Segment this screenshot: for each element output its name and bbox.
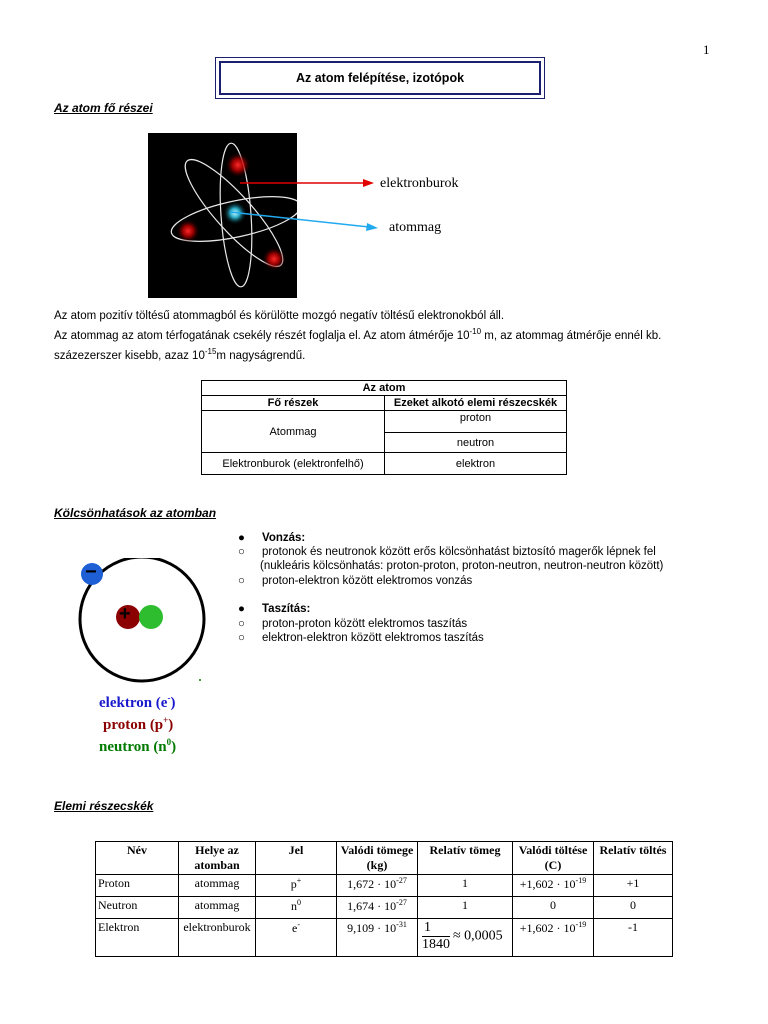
table-row: Elektron elektronburok e- $9,109 \cdot 10^{-31}$ $\frac{1}{1840}$ ≈ 0,0005 $+1,602 \cdot 10^{-19}$ -1 (96, 919, 673, 957)
para-line-3: százezerszer kisebb, azaz $10^{-15}m$ nagyságrendű. (54, 346, 306, 362)
page-title: Az atom felépítése, izotópok (219, 61, 541, 95)
atom-parts-table (201, 380, 567, 475)
circle-bullet-icon: ○ (238, 546, 245, 558)
table-header: Jel (256, 842, 337, 875)
section-heading-interactions: Kölcsönhatások az atomban (54, 506, 217, 520)
interaction-list (238, 532, 698, 652)
list-item: protonok és neutronok között erős kölcsönhatást biztosító magerők lépnek fel (262, 546, 656, 558)
label-arrows (230, 170, 380, 240)
table-header: Név (96, 842, 179, 875)
neutron-dot (139, 605, 163, 629)
label-nucleus: atommag (389, 220, 442, 235)
table-header: Valódi tömege (kg) (337, 842, 418, 875)
electron-glow (176, 219, 200, 243)
table-cell: Atommag (202, 411, 385, 453)
bullet-icon: ● (238, 532, 245, 544)
table-title: Az atom (202, 381, 567, 396)
attraction-title: Vonzás: (262, 532, 306, 544)
page-number: 1 (703, 42, 710, 57)
repulsion-title: Taszítás: (262, 603, 311, 615)
legend-neutron: neutron $(n^0)$ (99, 737, 177, 755)
table-cell: proton (385, 411, 567, 433)
circle-bullet-icon: ○ (238, 575, 245, 587)
para-line-1: Az atom pozitív töltésű atommagból és körülötte mozgó negatív töltésű elektronokból áll. (54, 310, 505, 322)
para-line-2: Az atommag az atom térfogatának csekély részét foglalja el. Az atom átmérője $10^{-10}$ m, az atommag átmérője ennél kb. (54, 327, 662, 342)
electron-glow (262, 247, 286, 271)
table-cell: neutron (385, 433, 567, 453)
minus-sign: − (85, 561, 97, 583)
legend-proton: proton (p+) (103, 715, 174, 733)
table-header: Helye az atomban (179, 842, 256, 875)
plus-sign: + (119, 603, 131, 625)
table-cell: elektron (385, 453, 567, 475)
list-item: proton-elektron között elektromos vonzás (262, 575, 473, 587)
table-cell: Elektronburok (elektronfelhő) (202, 453, 385, 475)
label-electron-shell: elektronburok (380, 176, 459, 191)
table-row: Proton atommag p+ $1,672 \cdot 10^{-27}$ 1 $+1,602 \cdot 10^{-19}$ +1 (96, 875, 673, 897)
title-box (215, 57, 545, 99)
table-header: Fő részek (202, 396, 385, 411)
section-heading-particles: Elemi részecskék (54, 799, 154, 813)
circle-bullet-icon: ○ (238, 632, 245, 644)
bullet-icon: ● (238, 603, 245, 615)
list-item: proton-proton között elektromos taszítás (262, 618, 468, 630)
legend-electron: elektron (e-) (99, 693, 176, 711)
list-item: elektron-elektron között elektromos taszítás (262, 632, 484, 644)
table-header: Valódi töltése (C) (513, 842, 594, 875)
circle-bullet-icon: ○ (238, 618, 245, 630)
intro-paragraph (54, 309, 714, 364)
particle-legend (99, 690, 176, 756)
particles-table (95, 841, 673, 957)
table-header: Relatív tömeg (418, 842, 513, 875)
section-heading-parts: Az atom fő részei (54, 101, 153, 115)
table-header: Relatív töltés (594, 842, 673, 875)
table-header: Ezeket alkotó elemi részecskék (385, 396, 567, 411)
table-row: Neutron atommag $n^0$ $1,674 \cdot 10^{-27}$ 1 0 0 (96, 897, 673, 919)
list-item: (nukleáris kölcsönhatás: proton-proton, proton-neutron, neutron-neutron között) (260, 560, 664, 572)
relative-mass-fraction: $\frac{1}{1840}$ ≈ 0,0005 (418, 919, 513, 957)
